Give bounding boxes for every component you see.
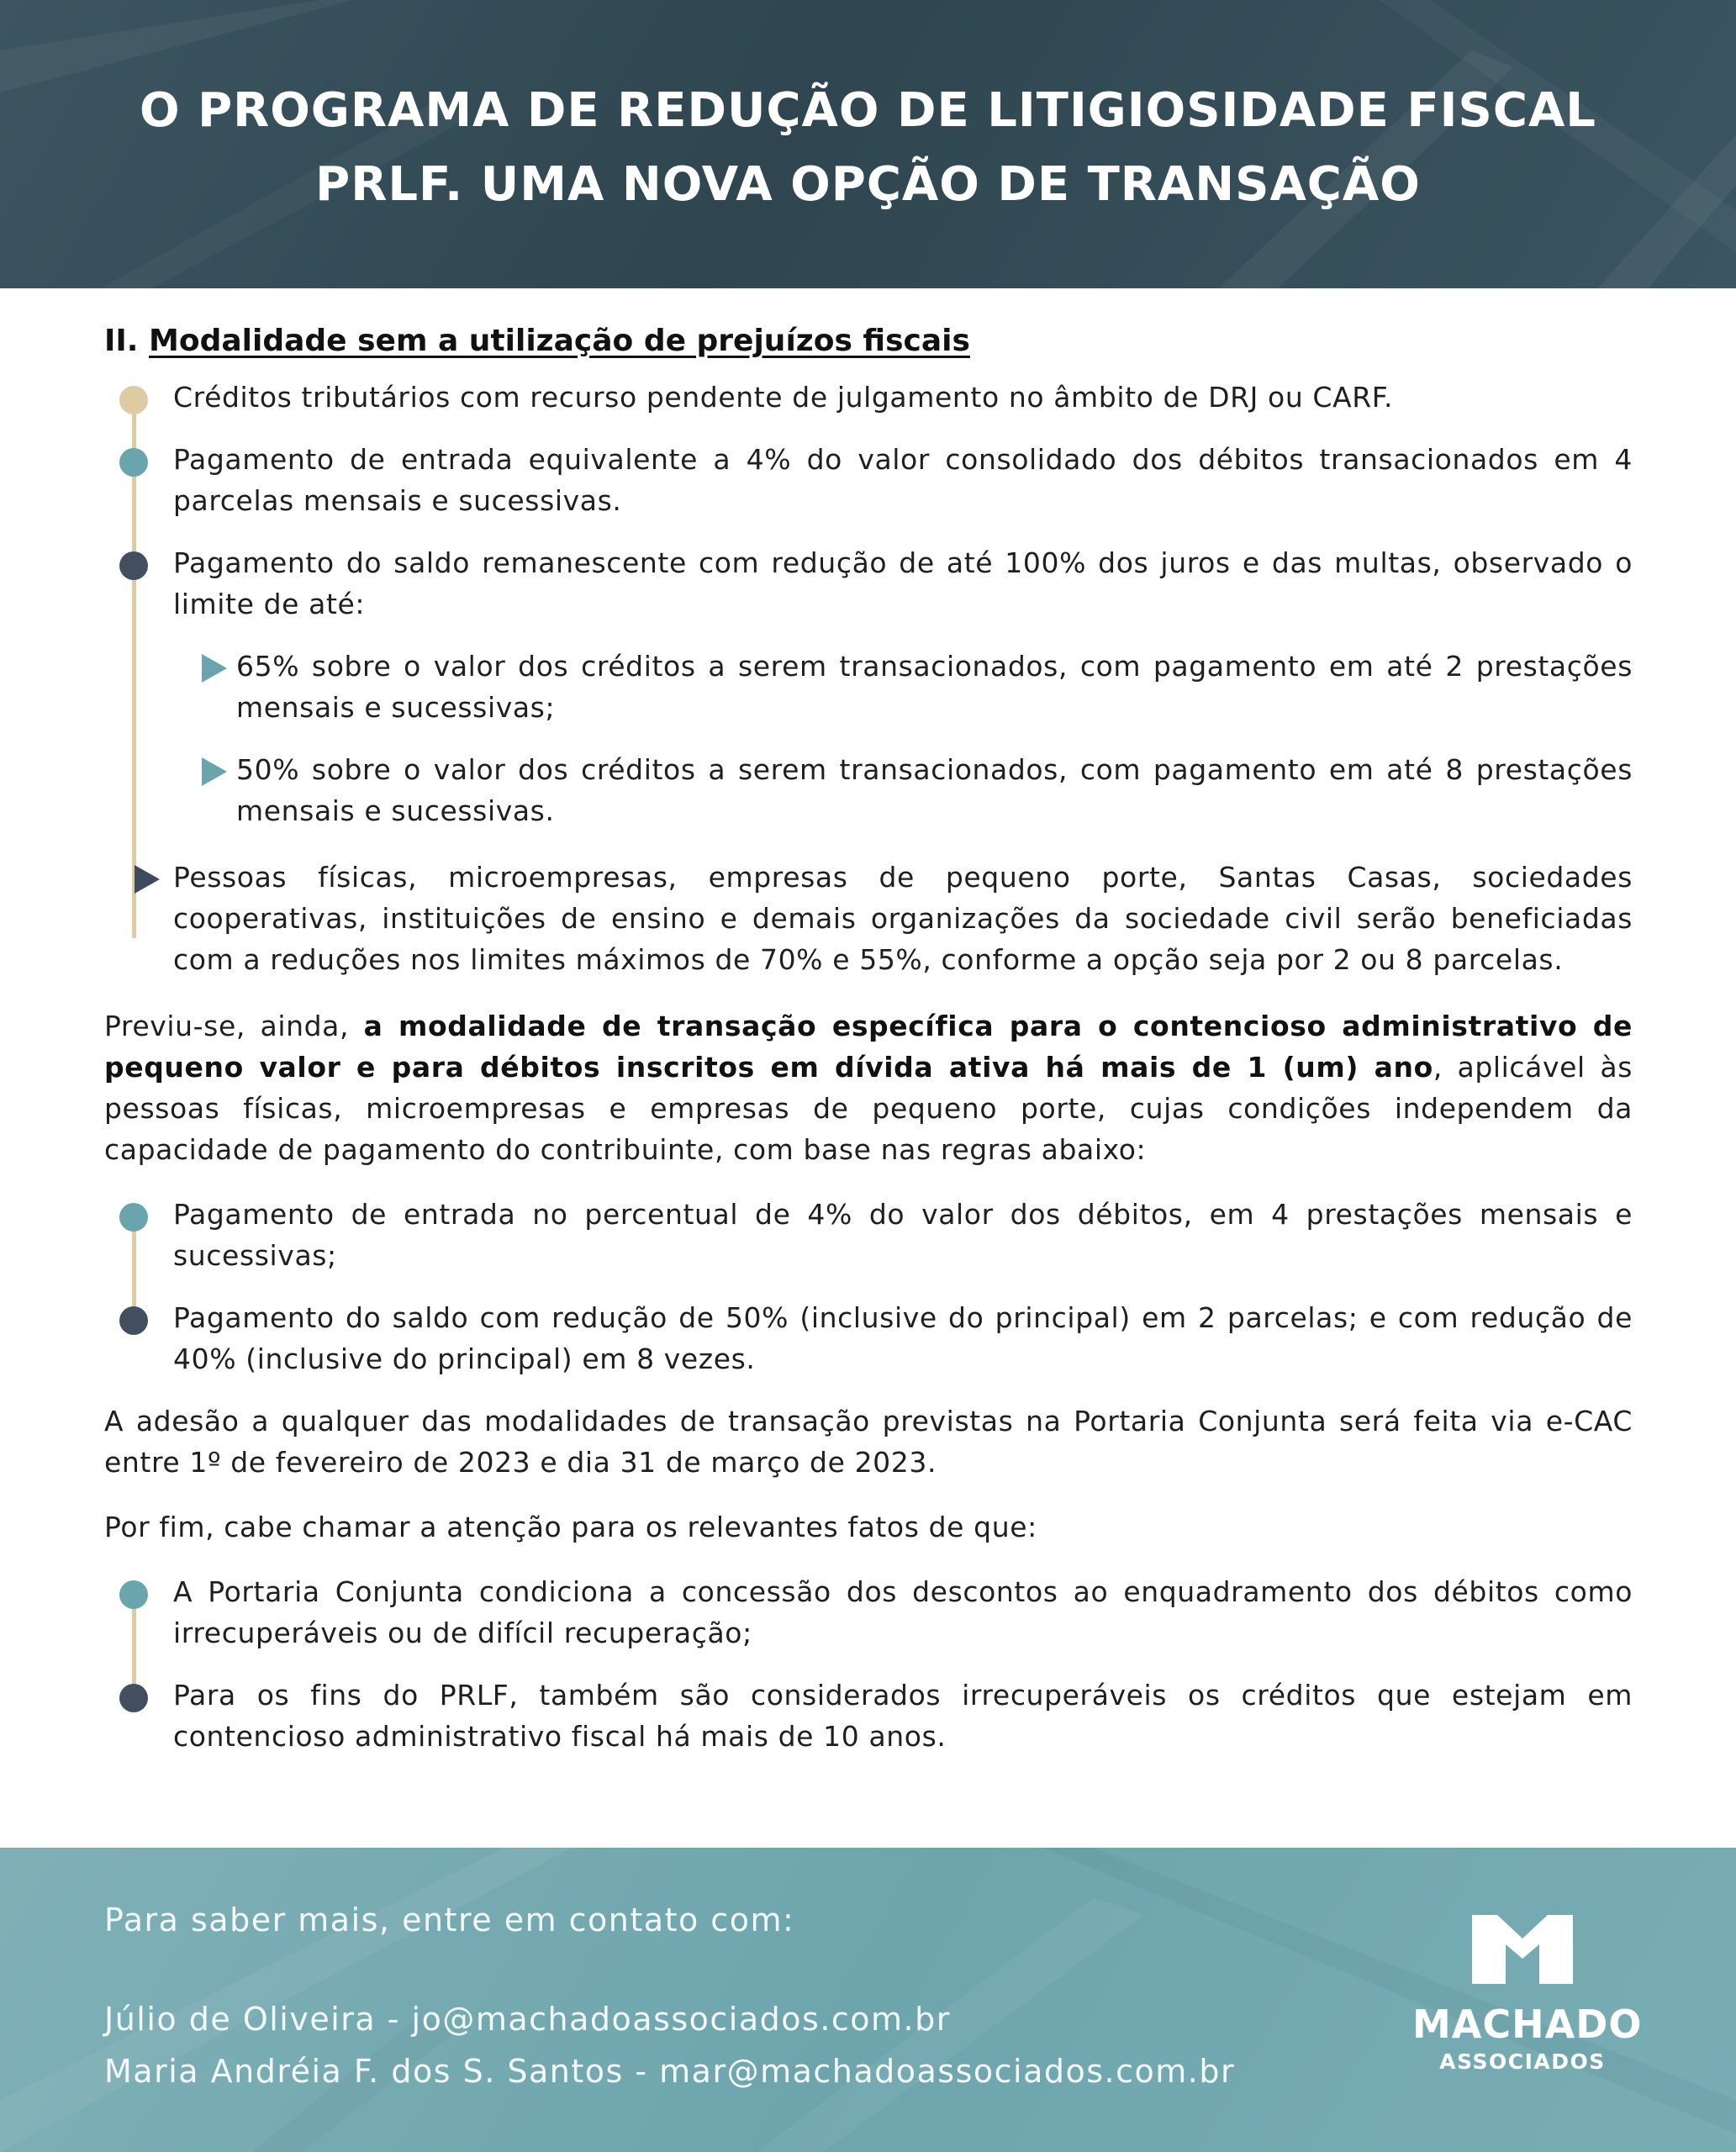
contact-link-maria[interactable]: Maria Andréia F. dos S. Santos - mar@machadoassociados.com.br [104, 2053, 1236, 2090]
contact-link-julio[interactable]: Júlio de Oliveira - jo@machadoassociados.com.br [104, 2001, 951, 2038]
timeline-item-text: Pagamento de entrada equivalente a 4% do valor consolidado dos débitos transacionados em 4 parcelas mensais e sucessivas. [173, 443, 1633, 517]
paragraph-bold: a modalidade de transação específica para o contencioso administrativo de pequeno valor e para débitos inscritos em dívida ativa há mais de 1 (um) ano [104, 1010, 1633, 1084]
timeline-eligibility [104, 377, 1633, 625]
timeline-item [104, 439, 1633, 521]
timeline-item-text: A Portaria Conjunta condiciona a concessão dos descontos ao enquadramento dos débitos como irrecuperáveis ou de difícil recuperação; [173, 1575, 1633, 1649]
timeline-item-text: Para os fins do PRLF, também são considerados irrecuperáveis os créditos que estejam em contencioso administrativo fiscal há mais de 10 anos. [173, 1679, 1633, 1753]
paragraph-rest: , aplicável às pessoas físicas, microempresas e empresas de pequeno porte, cujas condições independem da capacidade de pagamento do contribuinte, com base nas regras abaixo: [104, 1051, 1633, 1166]
timeline-item [104, 1571, 1633, 1654]
contact-heading: Para saber mais, entre em contato com: [104, 1901, 795, 1938]
triangle-bullet-icon [202, 757, 227, 786]
section-number: II. [104, 324, 139, 358]
list-item-text: 65% sobre o valor dos créditos a serem transacionados, com pagamento em até 2 prestações mensais e sucessivas; [236, 650, 1633, 724]
machado-associados-logo [1412, 1915, 1643, 2074]
teal-dot-icon [119, 1203, 148, 1232]
main-content [104, 321, 1633, 1778]
section-title: Modalidade sem a utilização de prejuízos fiscais [149, 324, 970, 358]
timeline-item-text: Pagamento do saldo com redução de 50% (inclusive do principal) em 2 parcelas; e com redução de 40% (inclusive do principal) em 8 vezes. [173, 1301, 1633, 1375]
beneficiaries-item [104, 857, 1633, 980]
timeline-item [104, 542, 1633, 625]
triangle-bullet-icon [202, 654, 227, 683]
paragraph-closing-intro: Por fim, cabe chamar a atenção para os relevantes fatos de que: [104, 1511, 1037, 1543]
timeline-facts [104, 1571, 1633, 1757]
reduction-limits-list [202, 646, 1633, 831]
beneficiaries-text: Pessoas físicas, microempresas, empresas de pequeno porte, Santas Casas, sociedades cooperativas, instituições de ensino e demais organizações da sociedade civil serão beneficiadas com a reduções nos limites máximos de 70% e 55%, conforme a opção seja por 2 ou 8 parcelas. [173, 861, 1633, 976]
timeline-rules [104, 1194, 1633, 1379]
navy-dot-icon [119, 1306, 148, 1335]
list-item [202, 749, 1633, 831]
list-item-text: 50% sobre o valor dos créditos a serem transacionados, com pagamento em até 8 prestações mensais e sucessivas. [236, 753, 1633, 827]
timeline-item [104, 1675, 1633, 1757]
teal-dot-icon [119, 1580, 148, 1609]
section-heading [104, 321, 1633, 361]
paragraph-intro: Previu-se, ainda, [104, 1010, 364, 1042]
paragraph-adhesion: A adesão a qualquer das modalidades de transação previstas na Portaria Conjunta será feita via e-CAC entre 1º de fevereiro de 2023 e dia 31 de março de 2023. [104, 1405, 1633, 1479]
beige-dot-icon [119, 386, 148, 414]
timeline-item-text: Pagamento de entrada no percentual de 4% do valor dos débitos, em 4 prestações mensais e sucessivas; [173, 1198, 1633, 1272]
logo-subtitle: ASSOCIADOS [1439, 2049, 1606, 2074]
teal-dot-icon [119, 448, 148, 477]
timeline-item-text: Créditos tributários com recurso pendente de julgamento no âmbito de DRJ ou CARF. [173, 381, 1394, 414]
footer-banner [0, 1848, 1736, 2152]
timeline-item [104, 1194, 1633, 1276]
header-banner [0, 0, 1736, 288]
logo-name: MACHADO [1412, 2002, 1643, 2047]
page-title-line-1: O PROGRAMA DE REDUÇÃO DE LITIGIOSIDADE FISCAL [140, 83, 1596, 138]
timeline-item-text: Pagamento do saldo remanescente com redução de até 100% dos juros e das multas, observado o limite de até: [173, 546, 1633, 620]
page-title-line-2: PRLF. UMA NOVA OPÇÃO DE TRANSAÇÃO [315, 157, 1421, 212]
paragraph-specific-modality [104, 1005, 1633, 1170]
page-title [0, 74, 1736, 222]
logo-mark-icon [1472, 1915, 1573, 1984]
navy-dot-icon [119, 551, 148, 580]
timeline-item [104, 377, 1633, 418]
timeline-item [104, 1297, 1633, 1379]
triangle-bullet-icon [135, 865, 160, 894]
navy-dot-icon [119, 1684, 148, 1712]
list-item [202, 646, 1633, 728]
